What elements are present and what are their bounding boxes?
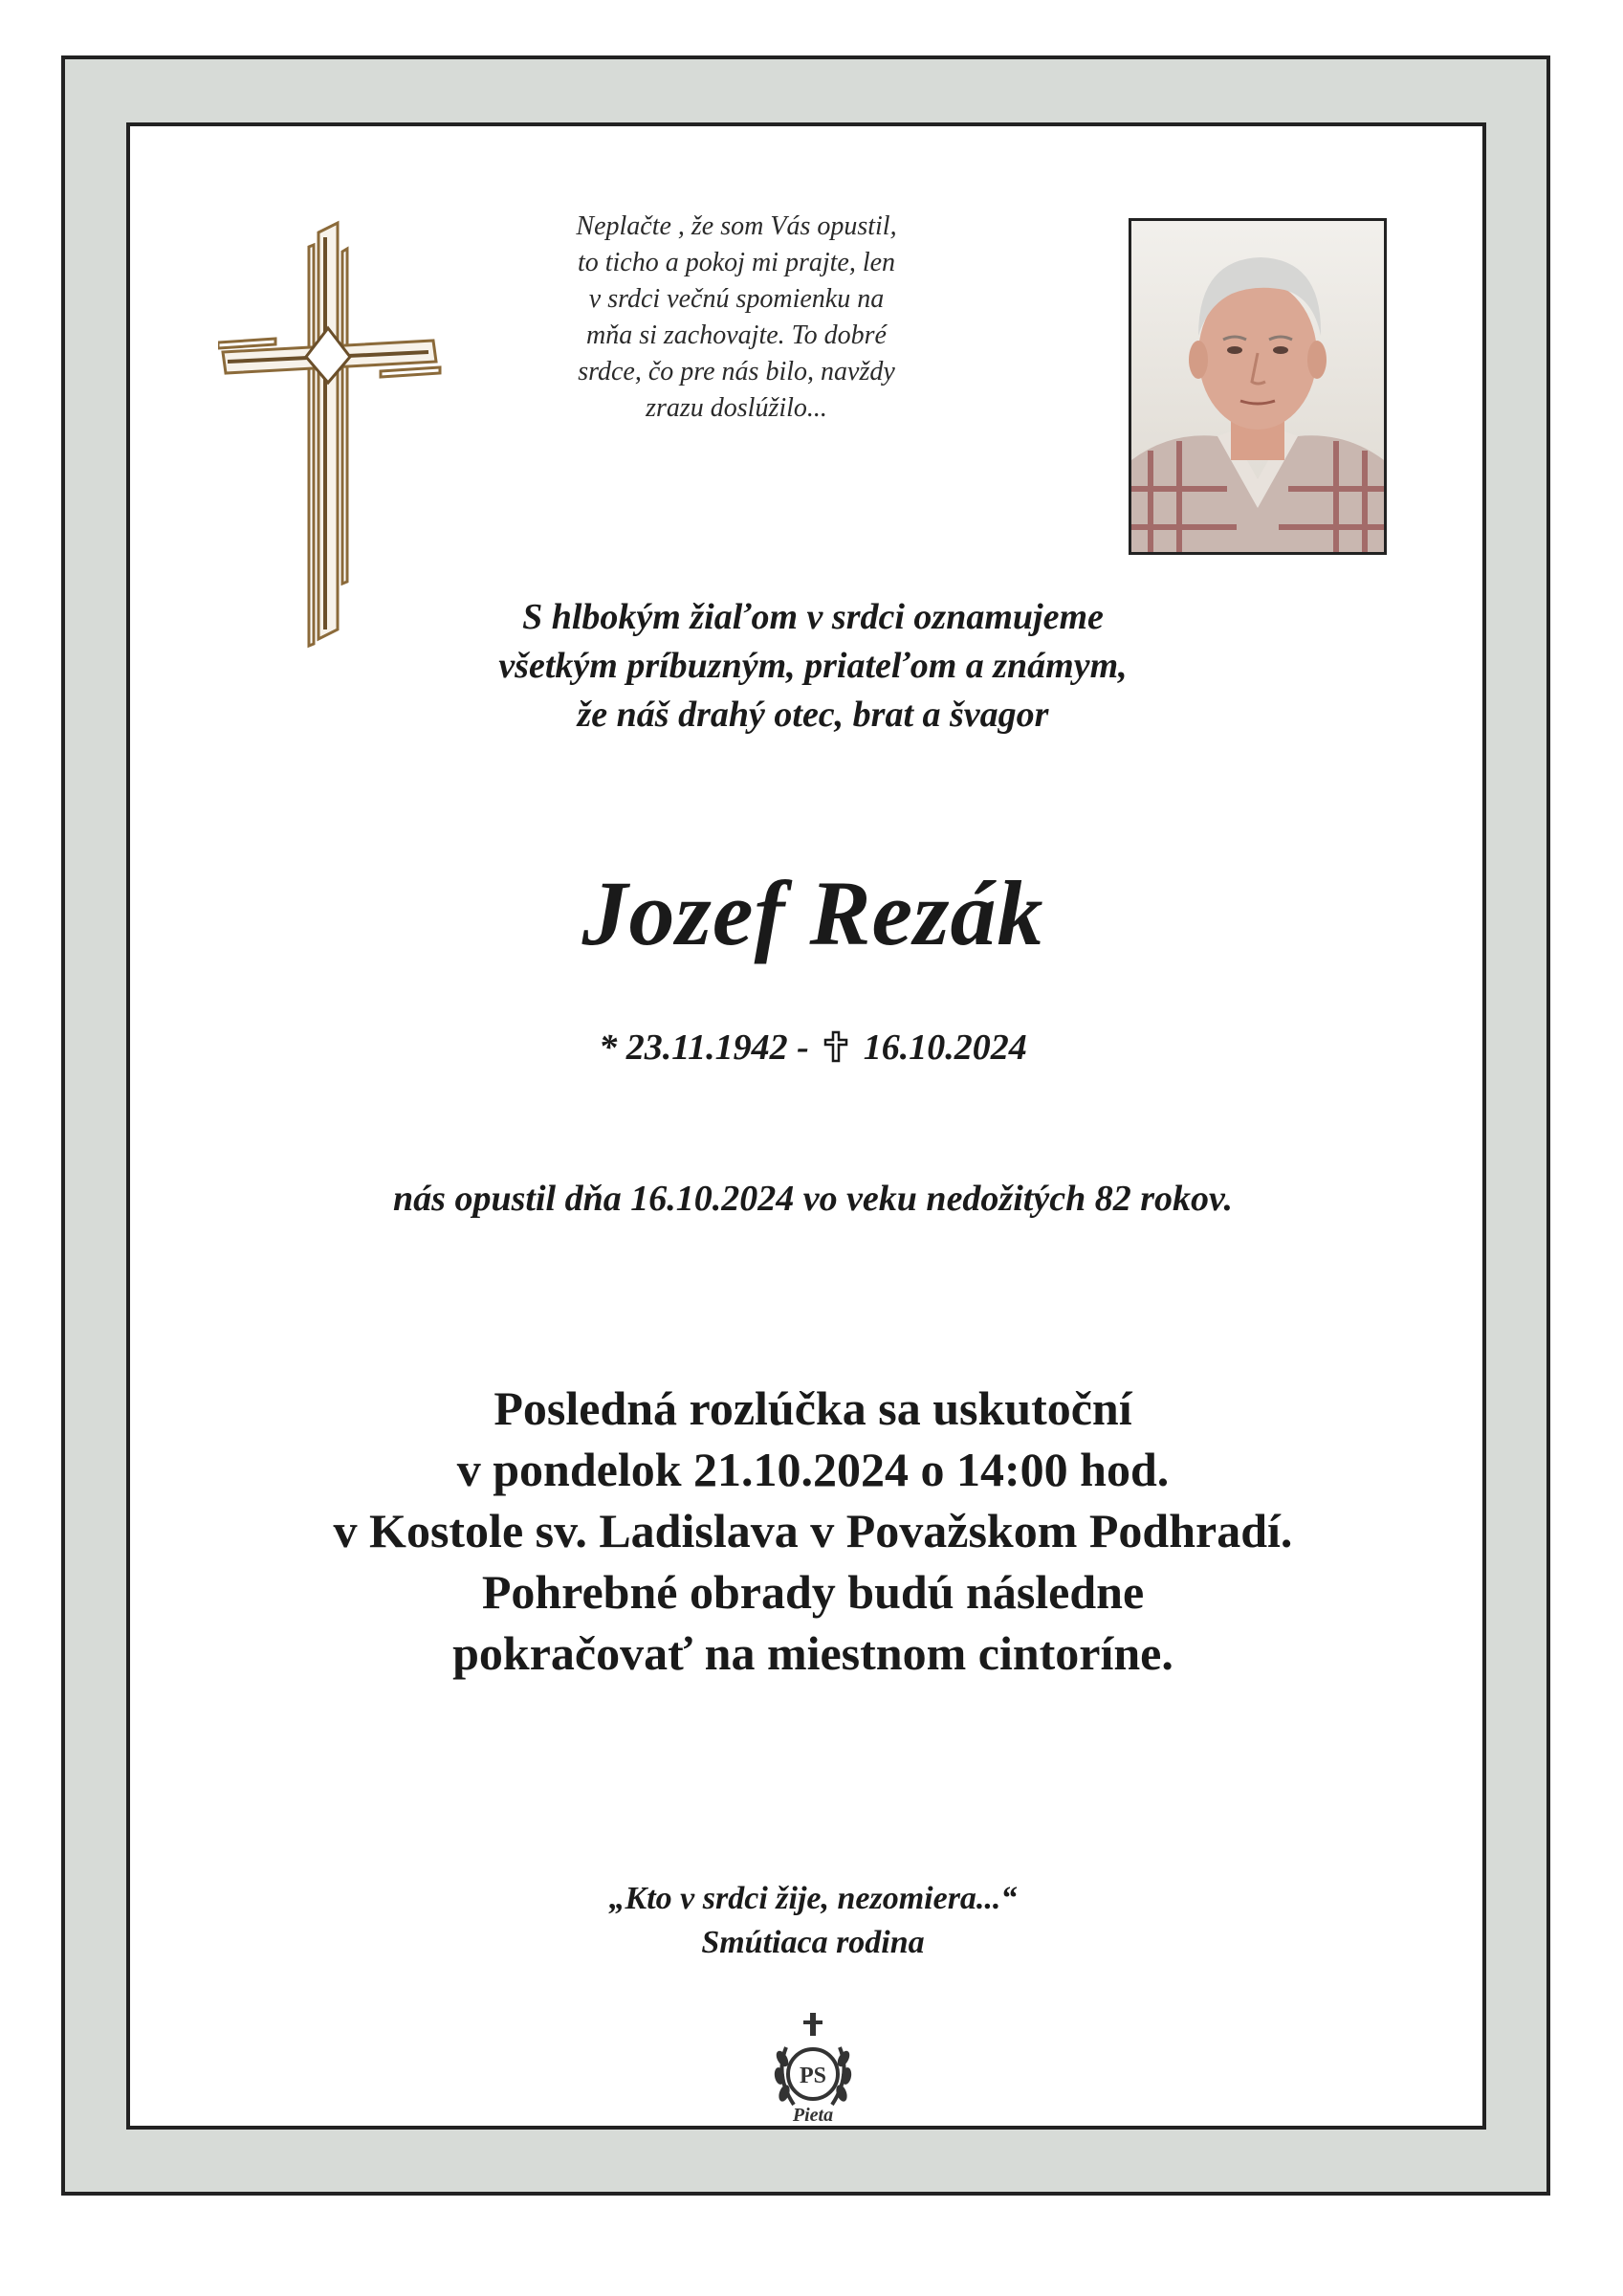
verse-line: Neplačte , že som Vás opustil, (576, 211, 897, 241)
verse-line: mňa si zachovajte. To dobré (586, 320, 887, 350)
logo-text: Pieta (792, 2105, 834, 2126)
funeral-line: v Kostole sv. Ladislava v Považskom Podhradí. (333, 1504, 1293, 1557)
logo-initials: PS (799, 2064, 827, 2088)
intro-line: S hlbokým žiaľom v srdci oznamujeme (522, 597, 1104, 637)
death-cross-icon (823, 1030, 848, 1063)
funeral-line: v pondelok 21.10.2024 o 14:00 hod. (456, 1443, 1170, 1496)
cross-icon (218, 218, 448, 649)
funeral-line: pokračovať na miestnom cintoríne. (452, 1626, 1173, 1680)
birth-date: * 23.11.1942 - (599, 1027, 809, 1068)
passed-away-text: nás opustil dňa 16.10.2024 vo veku nedožitých 82 rokov. (393, 1179, 1233, 1219)
closing-section (383, 1877, 1243, 1965)
announcement-intro (287, 593, 1339, 740)
death-date: 16.10.2024 (863, 1027, 1027, 1068)
farewell-verse (516, 209, 956, 427)
closing-quote: „Kto v srdci žije, nezomiera...“ (608, 1881, 1018, 1916)
life-dates (287, 1024, 1339, 1071)
intro-line: všetkým príbuzným, priateľom a známym, (498, 646, 1128, 686)
verse-line: zrazu doslúžilo... (646, 393, 827, 423)
funeral-line: Pohrebné obrady budú následne (481, 1565, 1145, 1619)
portrait-photo (1129, 218, 1387, 555)
funeral-info (220, 1378, 1406, 1684)
verse-line: srdce, čo pre nás bilo, navždy (578, 357, 895, 386)
verse-line: v srdci večnú spomienku na (588, 284, 885, 314)
deceased-name: Jozef Rezák (581, 862, 1044, 964)
verse-line: to ticho a pokoj mi prajte, len (577, 248, 896, 277)
portrait-image (1131, 221, 1384, 552)
intro-line: že náš drahý otec, brat a švagor (577, 695, 1049, 735)
funeral-line: Posledná rozlúčka sa uskutoční (493, 1381, 1132, 1435)
family-signature: Smútiaca rodina (701, 1925, 925, 1960)
